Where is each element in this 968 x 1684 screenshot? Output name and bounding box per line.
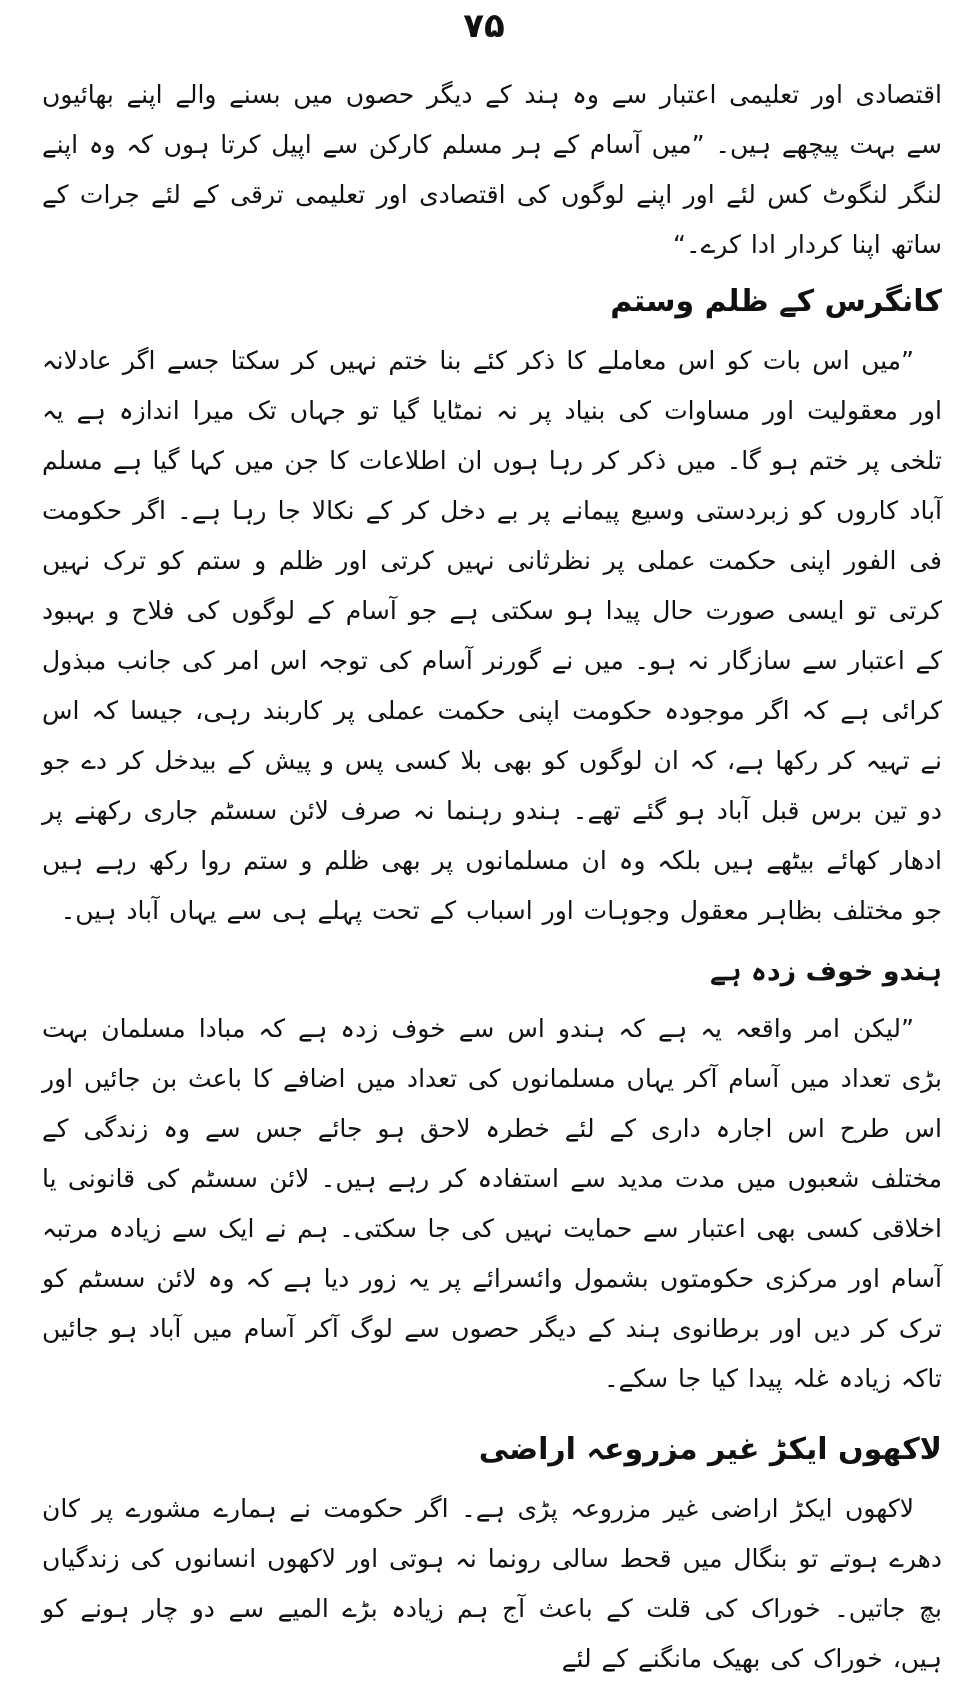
page-body: [42, 70, 942, 1684]
section-heading-congress: کانگرس کے ظلم وستم: [610, 284, 942, 319]
hindu-fear-paragraph: ”لیکن امر واقعہ یہ ہے کہ ہندو اس سے خوف زدہ ہے کہ مبادا مسلمان بہت بڑی تعداد میں آسام آکر یہاں مسلمانوں کی تعداد میں اضافے کا باعث بن جائیں اور اس طرح اس اجارہ داری کے لئے خطرہ لاحق ہو جائے جس سے وہ زندگی کے مختلف شعبوں میں مدت مدید سے استفادہ کر رہے ہیں۔ لائن سسٹم کی قانونی یا اخلاقی کسی بھی اعتبار سے حمایت نہیں کی جا سکتی۔ ہم نے ایک سے زیادہ مرتبہ آسام اور مرکزی حکومتوں بشمول وائسرائے پر یہ زور دیا ہے کہ وہ لائن سسٹم کو ترک کر دیں اور برطانوی ہند کے دیگر حصوں سے لوگ آکر آسام میں آباد ہو جائیں تاکہ زیادہ غلہ پیدا کیا جا سکے۔: [42, 1014, 942, 1393]
section-heading-wasteland: لاکھوں ایکڑ غیر مزروعہ اراضی: [478, 1432, 942, 1467]
page-number: ۷۵: [463, 6, 505, 46]
wasteland-paragraph: لاکھوں ایکڑ اراضی غیر مزروعہ پڑی ہے۔ اگر حکومت نے ہمارے مشورے پر کان دھرے ہوتے تو بنگال میں قحط سالی رونما نہ ہوتی اور لاکھوں انسانوں کی زندگیاں بچ جاتیں۔ خوراک کی قلت کے باعث آج ہم زیادہ بڑے المیے سے دو چار ہونے کو ہیں، خوراک کی بھیک مانگنے کے لئے: [42, 1494, 942, 1673]
congress-paragraph: ”میں اس بات کو اس معاملے کا ذکر کئے بنا ختم نہیں کر سکتا جسے اگر عادلانہ اور معقولیت اور مساوات کی بنیاد پر نہ نمٹایا گیا تو جہاں تک میرا اندازہ ہے یہ تلخی پر ختم ہو گا۔ میں ذکر کر رہا ہوں ان اطلاعات کا جن میں کہا گیا ہے مسلم آباد کاروں کو زبردستی وسیع پیمانے پر بے دخل کر کے نکالا جا رہا ہے۔ اگر حکومت فی الفور اپنی حکمت عملی پر نظرثانی نہیں کرتی اور ظلم و ستم کو ترک نہیں کرتی تو ایسی صورت حال پیدا ہو سکتی ہے جو آسام کے لوگوں کی فلاح و بہبود کے اعتبار سے سازگار نہ ہو۔ میں نے گورنر آسام کی توجہ اس امر کی جانب مبذول کرائی ہے کہ اگر موجودہ حکومت اپنی حکمت عملی پر کاربند رہی، جیسا کہ اس نے تہیہ کر رکھا ہے، کہ ان لوگوں کو بھی بلا کسی پس و پیش کے بیدخل کر دے جو دو تین برس قبل آباد ہو گئے تھے۔ ہندو رہنما نہ صرف لائن سسٹم جاری رکھنے پر ادھار کھائے بیٹھے ہیں بلکہ وہ ان مسلمانوں پر بھی ظلم و ستم روا رکھ رہے ہیں جو مختلف بظاہر معقول وجوہات اور اسباب کے تحت پہلے ہی سے یہاں آباد ہیں۔: [42, 346, 942, 925]
spacer: [42, 936, 942, 942]
section-heading-hindu-fear: ہندو خوف زدہ ہے: [709, 956, 942, 987]
intro-paragraph: اقتصادی اور تعلیمی اعتبار سے وہ ہند کے دیگر حصوں میں بسنے والے اپنے بھائیوں سے بہت پیچھے ہیں۔ ”میں آسام کے ہر مسلم کارکن سے اپیل کرتا ہوں کہ وہ اپنے لنگر لنگوٹ کس لئے اور اپنے لوگوں کی اقتصادی اور تعلیمی ترقی کے لئے جرات کے ساتھ اپنا کردار ادا کرے۔“: [42, 80, 942, 259]
spacer: [42, 1404, 942, 1418]
